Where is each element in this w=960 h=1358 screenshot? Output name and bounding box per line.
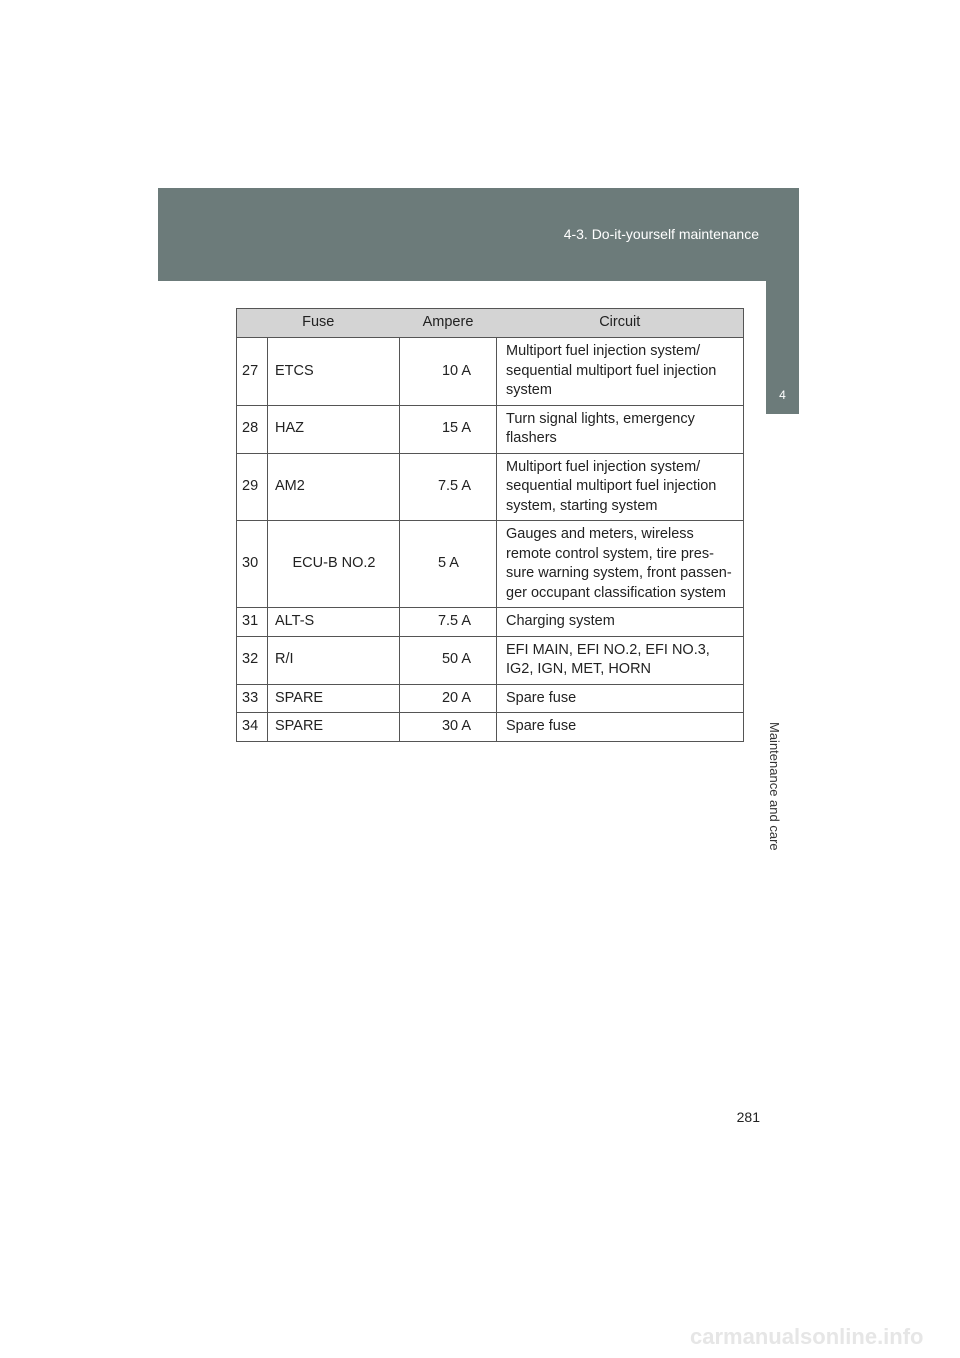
table-row xyxy=(237,521,744,608)
watermark-text: carmanualsonline.info xyxy=(690,1324,924,1349)
fuse-name: ETCS xyxy=(268,338,400,406)
column-header-circuit: Circuit xyxy=(497,309,744,338)
fuse-circuit: Charging system xyxy=(497,608,744,637)
fuse-ampere: 20 A xyxy=(400,684,497,713)
chapter-label: Maintenance and care xyxy=(767,722,782,851)
table-row xyxy=(237,405,744,453)
fuse-name: R/I xyxy=(268,636,400,684)
column-header-ampere: Ampere xyxy=(400,309,497,338)
fuse-circuit: Gauges and meters, wireless remote control system, tire pres-sure warning system, front passen-ger occupant classification system xyxy=(497,521,744,608)
section-title: 4-3. Do-it-yourself maintenance xyxy=(563,226,759,242)
table-row xyxy=(237,453,744,521)
fuse-number: 33 xyxy=(237,684,268,713)
chapter-tab-number-box xyxy=(766,378,799,414)
fuse-number: 30 xyxy=(237,521,268,608)
page-number: 281 xyxy=(736,1109,760,1125)
fuse-number: 28 xyxy=(237,405,268,453)
fuse-ampere: 10 A xyxy=(400,338,497,406)
table-row xyxy=(237,713,744,742)
fuse-circuit: Turn signal lights, emergency flashers xyxy=(497,405,744,453)
section-header-band xyxy=(158,188,799,281)
fuse-ampere: 15 A xyxy=(400,405,497,453)
chapter-number: 4 xyxy=(779,388,786,402)
fuse-number: 34 xyxy=(237,713,268,742)
fuse-number: 31 xyxy=(237,608,268,637)
fuse-ampere: 7.5 A xyxy=(400,453,497,521)
fuse-circuit: Spare fuse xyxy=(497,684,744,713)
fuse-name: ECU-B NO.2 xyxy=(268,521,400,608)
fuse-number: 32 xyxy=(237,636,268,684)
fuse-name: AM2 xyxy=(268,453,400,521)
fuse-ampere: 7.5 A xyxy=(400,608,497,637)
fuse-number: 29 xyxy=(237,453,268,521)
table-row xyxy=(237,608,744,637)
fuse-table xyxy=(236,308,744,742)
fuse-name: SPARE xyxy=(268,713,400,742)
table-row xyxy=(237,636,744,684)
column-header-fuse: Fuse xyxy=(237,309,400,338)
fuse-name: HAZ xyxy=(268,405,400,453)
fuse-circuit: EFI MAIN, EFI NO.2, EFI NO.3, IG2, IGN, MET, HORN xyxy=(497,636,744,684)
fuse-circuit: Multiport fuel injection system/ sequential multiport fuel injection system xyxy=(497,338,744,406)
fuse-name: SPARE xyxy=(268,684,400,713)
fuse-ampere: 50 A xyxy=(400,636,497,684)
fuse-circuit: Multiport fuel injection system/ sequential multiport fuel injection system, starting system xyxy=(497,453,744,521)
fuse-circuit: Spare fuse xyxy=(497,713,744,742)
table-row xyxy=(237,684,744,713)
table-header-row xyxy=(237,309,744,338)
fuse-ampere: 5 A xyxy=(400,521,497,608)
table-row xyxy=(237,338,744,406)
watermark-logo xyxy=(680,1316,960,1358)
fuse-ampere: 30 A xyxy=(400,713,497,742)
fuse-name: ALT-S xyxy=(268,608,400,637)
fuse-number: 27 xyxy=(237,338,268,406)
chapter-tab xyxy=(766,281,799,378)
